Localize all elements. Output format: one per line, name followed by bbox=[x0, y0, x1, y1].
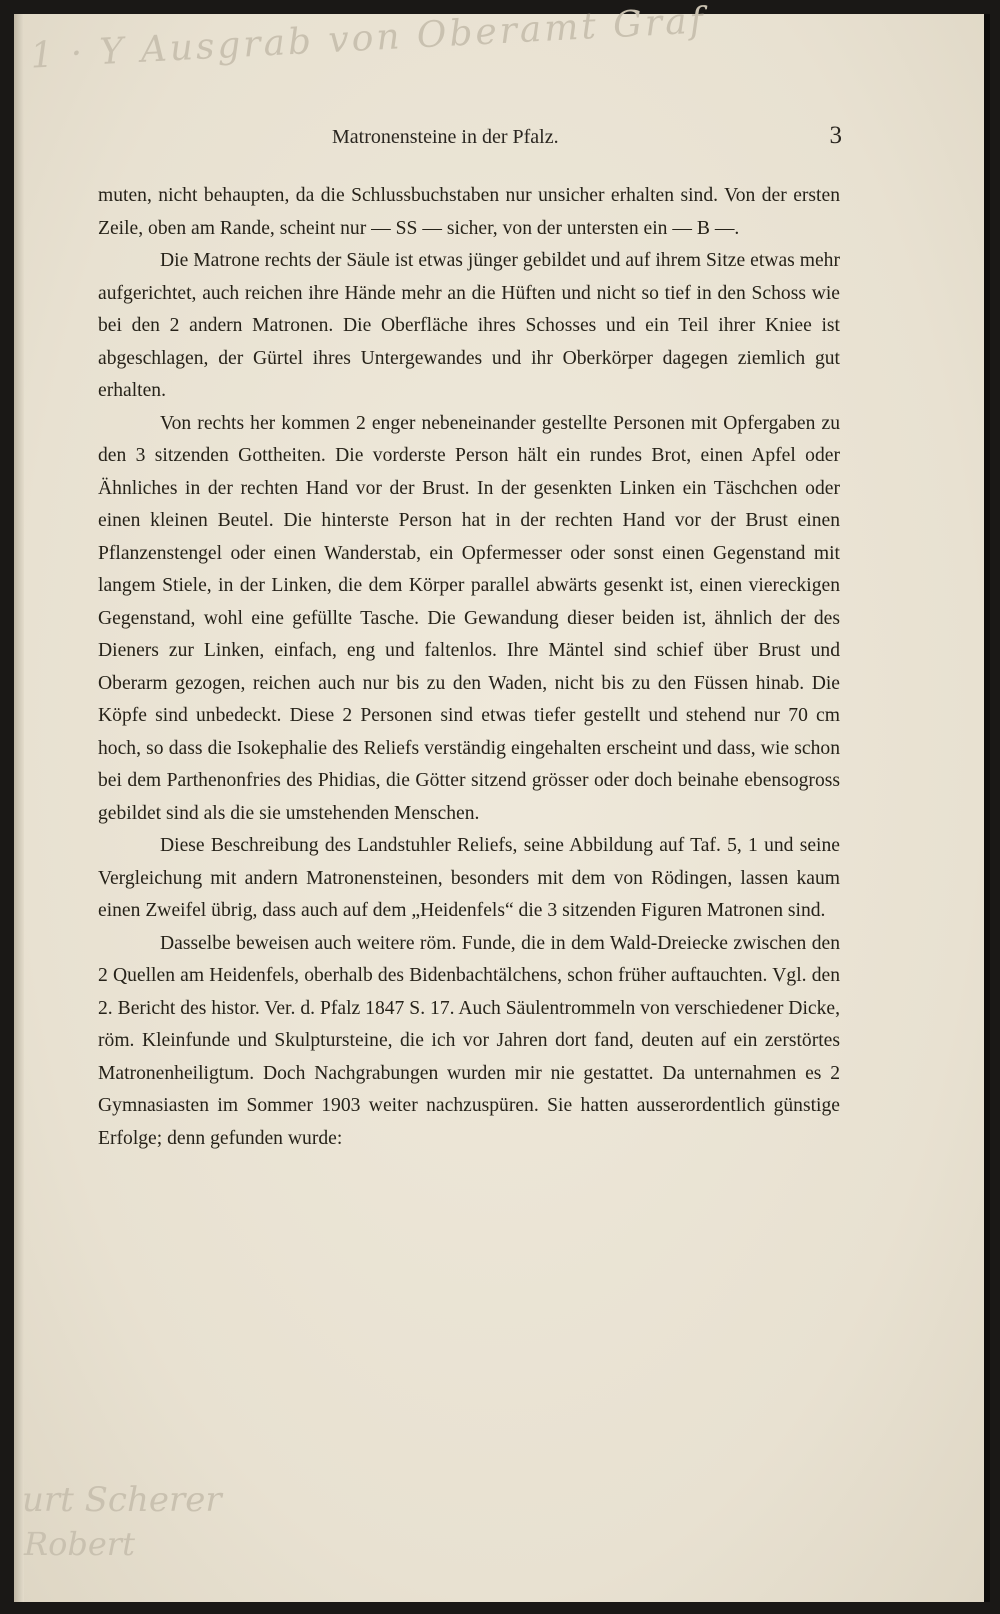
paragraph: muten, nicht behaupten, da die Schlussbuchstaben nur unsicher erhalten sind. Von der ersten Zeile, oben am Rande, scheint nur — SS — sicher, von der untersten ein — B —. bbox=[98, 185, 840, 239]
paragraph: Dasselbe beweisen auch weitere röm. Funde, die in dem Wald-Dreiecke zwischen den 2 Quellen am Heidenfels, oberhalb des Bidenbachtälchens, schon früher auftauchten. Vgl. den 2. Bericht des histor. Ver. d. Pfalz 1847 S. 17. Auch Säulentrommeln von verschiedener Dicke, röm. Kleinfunde und Skulptursteine, die ich vor Jahren dort fand, deuten auf ein zerstörtes Matronenheiligtum. Doch Nachgrabungen wurden mir nie gestattet. Da unternahmen es 2 Gymnasiasten im Sommer 1903 weiter nachzuspüren. Sie hatten ausserordentlich günstige Erfolge; denn gefunden wurde: bbox=[98, 932, 840, 1149]
paragraph: Die Matrone rechts der Säule ist etwas jünger gebildet und auf ihrem Sitze etwas mehr aufgerichtet, auch reichen ihre Hände mehr an die Hüften und nicht so tief in den Schoss wie bei den 2 andern Matronen. Die Oberfläche ihres Schosses und ein Teil ihrer Kniee ist abgeschlagen, der Gürtel ihres Untergewandes und ihr Oberkörper dagegen ziemlich gut erhalten. bbox=[98, 250, 840, 401]
page-header bbox=[100, 122, 850, 158]
pencil-annotation-bottom-left-2: Robert bbox=[24, 1525, 135, 1563]
pencil-annotation-top: 1 · Y Ausgrab von Oberamt Graf bbox=[29, 0, 707, 77]
running-title: Matronensteine in der Pfalz. bbox=[332, 126, 559, 148]
page-number: 3 bbox=[829, 122, 842, 149]
paragraph: Diese Beschreibung des Landstuhler Reliefs, seine Abbildung auf Taf. 5, 1 und seine Vergleichung mit andern Matronensteinen, besonders mit dem von Rödingen, lassen kaum einen Zweifel übrig, dass auch auf dem „Heidenfels“ die 3 sitzenden Figuren Matronen sind. bbox=[98, 835, 840, 921]
paragraph: Von rechts her kommen 2 enger nebeneinander gestellte Personen mit Opfergaben zu den 3 sitzenden Gottheiten. Die vorderste Person hält ein rundes Brot, einen Apfel oder Ähnliches in der rechten Hand vor der Brust. In der gesenkten Linken ein Täschchen oder einen kleinen Beutel. Die hinterste Person hat in der rechten Hand vor der Brust einen Pflanzenstengel oder einen Wanderstab, ein Opfermesser oder sonst einen Gegenstand mit langem Stiele, in der Linken, die dem Körper parallel abwärts gesenkt ist, einen viereckigen Gegenstand, wohl eine gefüllte Tasche. Die Gewandung dieser beiden ist, ähnlich der des Dieners zur Linken, einfach, eng und faltenlos. Ihre Mäntel sind schief über Brust und Oberarm gezogen, reichen auch nur bis zu den Waden, nicht bis zu den Füssen hinab. Die Köpfe sind unbedeckt. Diese 2 Personen sind etwas tiefer gestellt und stehend nur 70 cm hoch, so dass die Isokephalie des Reliefs verständig eingehalten erscheint und dass, wie schon bei dem Parthenonfries des Phidias, die Götter sitzend grösser oder doch beinahe ebensogross gebildet sind als die sie umstehenden Menschen. bbox=[98, 412, 840, 824]
pencil-annotation-bottom-left: urt Scherer bbox=[22, 1480, 222, 1520]
body-text bbox=[98, 180, 840, 1155]
page-gutter-shadow bbox=[14, 14, 24, 1602]
